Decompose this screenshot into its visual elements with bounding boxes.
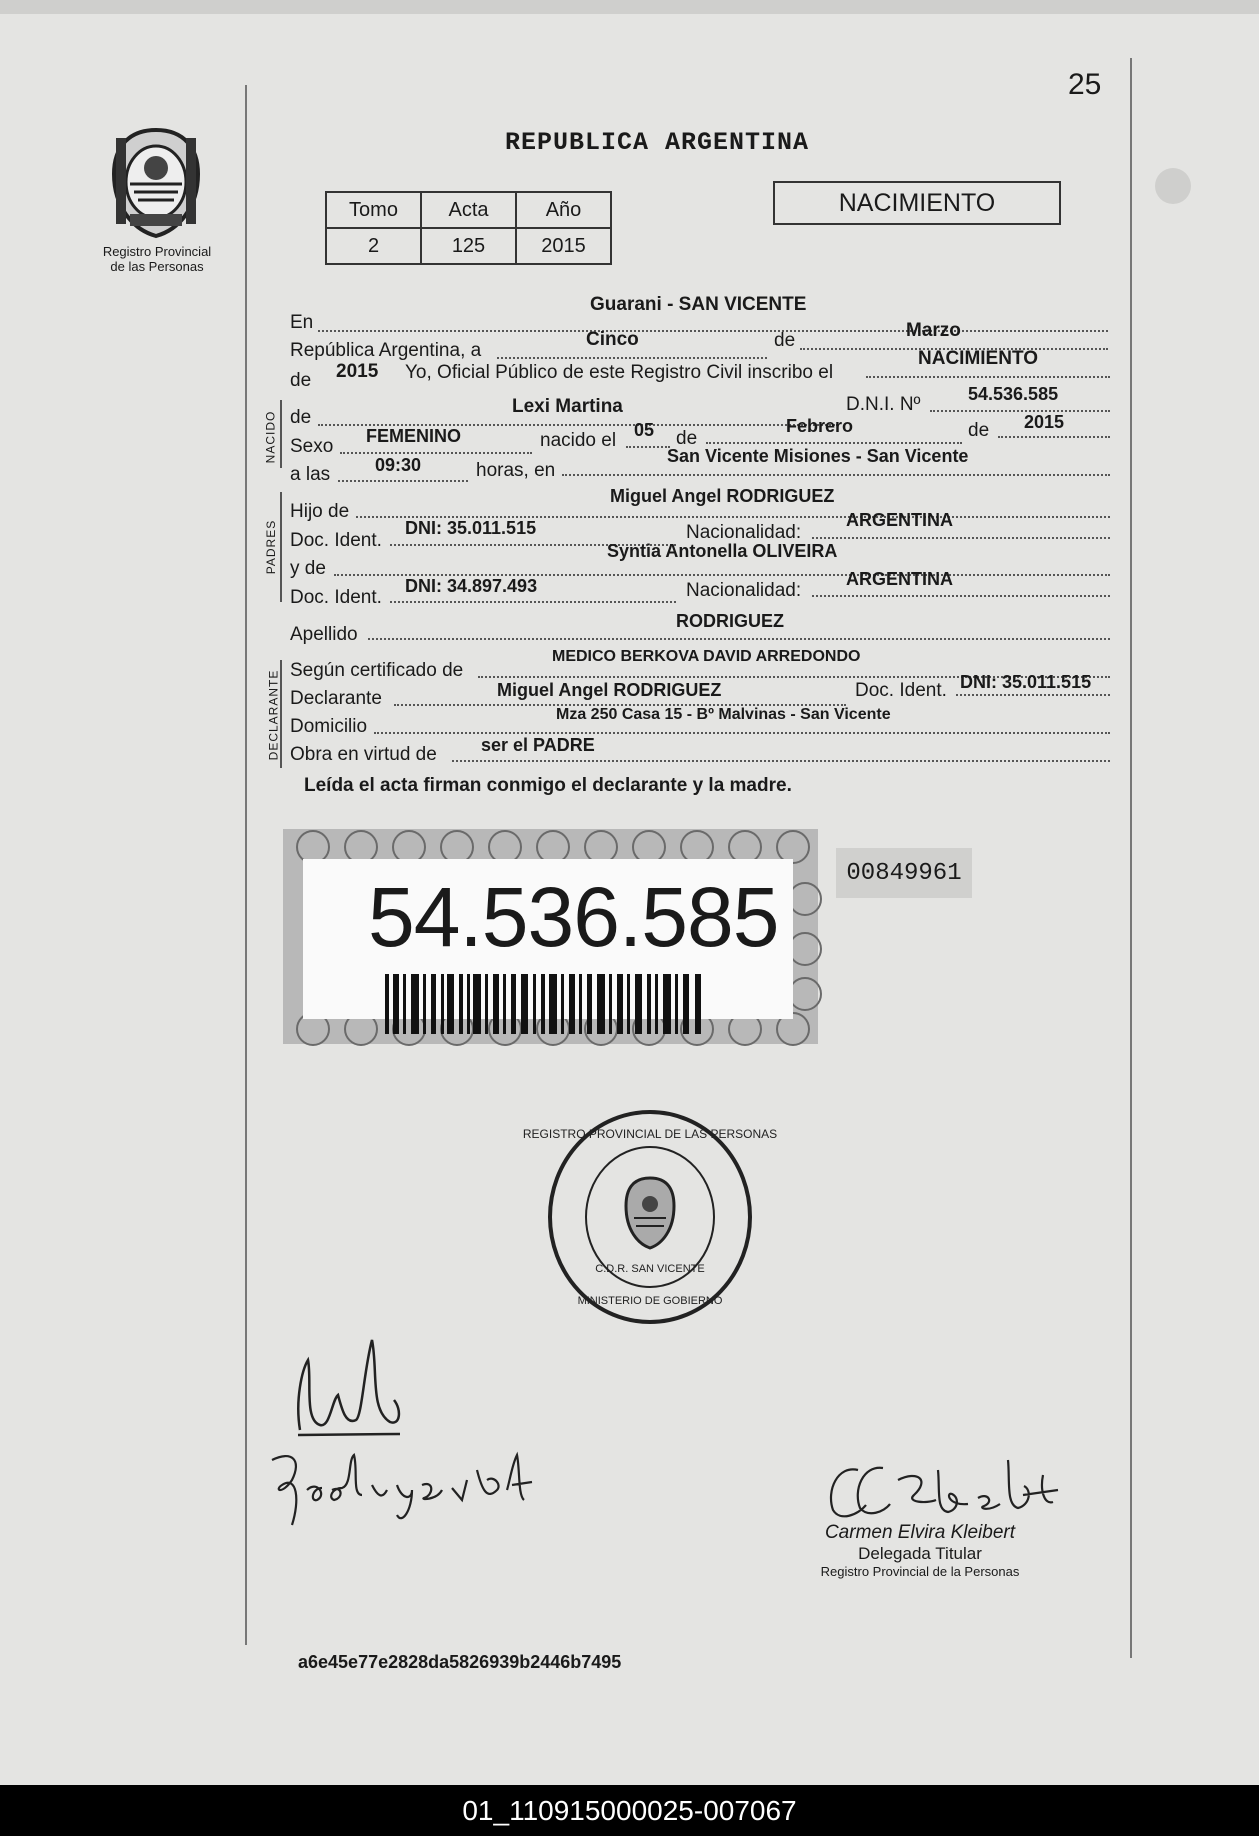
official-seal-icon <box>522 1108 778 1326</box>
obra-dotline <box>452 760 1110 762</box>
en-label: En <box>290 312 314 333</box>
de-label-month: de <box>774 330 796 351</box>
acta-header: Acta <box>421 192 516 228</box>
closing-statement: Leída el acta firman conmigo el declarante y la madre. <box>304 775 792 796</box>
day-value: Cinco <box>586 329 639 350</box>
declarante-doc-label: Doc. Ident. <box>855 680 947 701</box>
nacido-de-label-1: de <box>676 428 698 449</box>
sexo-dotline <box>340 452 532 454</box>
apellido-label: Apellido <box>290 624 358 645</box>
republica-label: República Argentina, a <box>290 340 482 361</box>
top-edge <box>0 0 1259 14</box>
domicilio-dotline <box>374 732 1110 734</box>
domicilio-label: Domicilio <box>290 716 368 737</box>
lugar-dotline <box>562 474 1110 476</box>
declarante-side-label: DECLARANTE <box>266 669 281 761</box>
official-role: Delegada Titular <box>858 1544 982 1563</box>
left-margin-line <box>245 85 247 1645</box>
apellido-dotline <box>368 638 1110 640</box>
madre-value: Syntia Antonella OLIVEIRA <box>607 541 838 561</box>
nacido-year-dotline <box>998 436 1110 438</box>
sexo-label: Sexo <box>290 436 334 457</box>
nacido-side-label: NACIDO <box>263 410 278 464</box>
yde-label: y de <box>290 558 326 579</box>
madre-nac-value: ARGENTINA <box>846 569 953 589</box>
inscribe-value: NACIMIENTO <box>918 348 1038 369</box>
padre-value: Miguel Angel RODRIGUEZ <box>610 486 835 506</box>
horas-en-label: horas, en <box>476 460 556 481</box>
signature-official <box>818 1450 1068 1530</box>
tomo-value: 2 <box>326 228 421 264</box>
de-label-year: de <box>290 370 312 391</box>
hora-value: 09:30 <box>375 455 422 475</box>
hijo-label: Hijo de <box>290 501 350 522</box>
register-table-value-row <box>326 228 611 264</box>
nacido-el-label: nacido el <box>540 430 617 451</box>
province-crest-icon <box>108 126 204 240</box>
nacido-day-dotline <box>626 446 670 448</box>
tomo-header: Tomo <box>326 192 421 228</box>
year-value: 2015 <box>336 361 379 382</box>
crest-label-line2: de las Personas <box>110 259 204 274</box>
obra-value: ser el PADRE <box>481 735 595 755</box>
yo-label: Yo, Oficial Público de este Registro Civil inscribo el <box>405 362 834 383</box>
domicilio-value: Mza 250 Casa 15 - Bº Malvinas - San Vicente <box>556 706 891 723</box>
certificado-label: Según certificado de <box>290 660 464 681</box>
nacido-bracket <box>280 400 282 468</box>
padre-doc-value: DNI: 35.011.515 <box>405 518 537 538</box>
barcode-icon <box>385 974 705 1034</box>
apellido-value: RODRIGUEZ <box>676 611 784 631</box>
day-dotline <box>497 357 767 359</box>
right-margin-line <box>1130 58 1132 1658</box>
signature-madre <box>290 1330 410 1440</box>
padre-doc-label: Doc. Ident. <box>290 530 382 551</box>
declarante-value: Miguel Angel RODRIGUEZ <box>497 680 722 700</box>
en-value: Guarani - SAN VICENTE <box>590 294 807 315</box>
official-org: Registro Provincial de la Personas <box>820 1564 1020 1579</box>
register-table-header-row <box>326 192 611 228</box>
de-label-name: de <box>290 407 312 428</box>
alas-label: a las <box>290 464 331 485</box>
crest-label <box>92 244 222 274</box>
anio-value: 2015 <box>516 228 611 264</box>
record-type-box: NACIMIENTO <box>773 181 1061 225</box>
declarante-label: Declarante <box>290 688 382 709</box>
register-table <box>325 191 612 265</box>
svg-text:C.D.R. SAN VICENTE: C.D.R. SAN VICENTE <box>595 1263 705 1275</box>
madre-nac-dotline <box>812 595 1110 597</box>
obra-label: Obra en virtud de <box>290 744 437 765</box>
svg-text:MINISTERIO DE GOBIERNO: MINISTERIO DE GOBIERNO <box>577 1295 723 1307</box>
document-hash: a6e45e77e2828da5826939b2446b7495 <box>298 1652 622 1672</box>
madre-doc-value: DNI: 34.897.493 <box>405 576 538 596</box>
lugar-value: San Vicente Misiones - San Vicente <box>667 446 969 466</box>
ink-spot <box>1155 168 1191 204</box>
nacido-day-value: 05 <box>634 420 655 440</box>
padres-side-label: PADRES <box>264 519 279 575</box>
barcode-number: 54.536.585 <box>368 870 779 964</box>
certificado-value: MEDICO BERKOVA DAVID ARREDONDO <box>552 648 861 665</box>
dni-dotline <box>930 410 1110 412</box>
scan-footer: 01_110915000025-007067 <box>0 1785 1259 1836</box>
signature-declarante <box>262 1440 542 1530</box>
dni-barcode-card <box>283 829 818 1044</box>
page-number: 25 <box>1068 68 1102 101</box>
sexo-value: FEMENINO <box>366 426 462 446</box>
madre-doc-dotline <box>390 601 676 603</box>
serial-number: 00849961 <box>836 848 972 898</box>
nacido-de-label-2: de <box>968 420 990 441</box>
hora-dotline <box>338 480 468 482</box>
barcode-label <box>303 859 793 1019</box>
declarante-doc-value: DNI: 35.011.515 <box>960 672 1092 692</box>
padre-nac-dotline <box>812 537 1110 539</box>
nacido-month-dotline <box>706 442 962 444</box>
document-title: REPUBLICA ARGENTINA <box>505 128 810 157</box>
child-name-value: Lexi Martina <box>512 396 623 417</box>
svg-text:REGISTRO PROVINCIAL DE LAS PER: REGISTRO PROVINCIAL DE LAS PERSONAS <box>522 1127 778 1141</box>
padre-nac-value: ARGENTINA <box>846 510 953 530</box>
madre-doc-label: Doc. Ident. <box>290 587 382 608</box>
dni-label: D.N.I. Nº <box>846 394 921 415</box>
anio-header: Año <box>516 192 611 228</box>
month-value: Marzo <box>906 320 961 341</box>
official-block <box>800 1522 1040 1579</box>
inscribe-dotline <box>866 376 1110 378</box>
en-dotline <box>318 330 1108 332</box>
madre-nac-label: Nacionalidad: <box>686 580 802 601</box>
padres-bracket <box>280 492 282 602</box>
nacido-year-value: 2015 <box>1024 412 1065 432</box>
official-name: Carmen Elvira Kleibert <box>824 1522 1016 1543</box>
crest-label-line1: Registro Provincial <box>102 244 212 259</box>
acta-value: 125 <box>421 228 516 264</box>
nacido-month-value: Febrero <box>786 416 854 436</box>
declarante-doc-dotline <box>956 694 1110 696</box>
child-dni-value: 54.536.585 <box>968 384 1059 404</box>
padre-nac-label: Nacionalidad: <box>686 522 802 543</box>
